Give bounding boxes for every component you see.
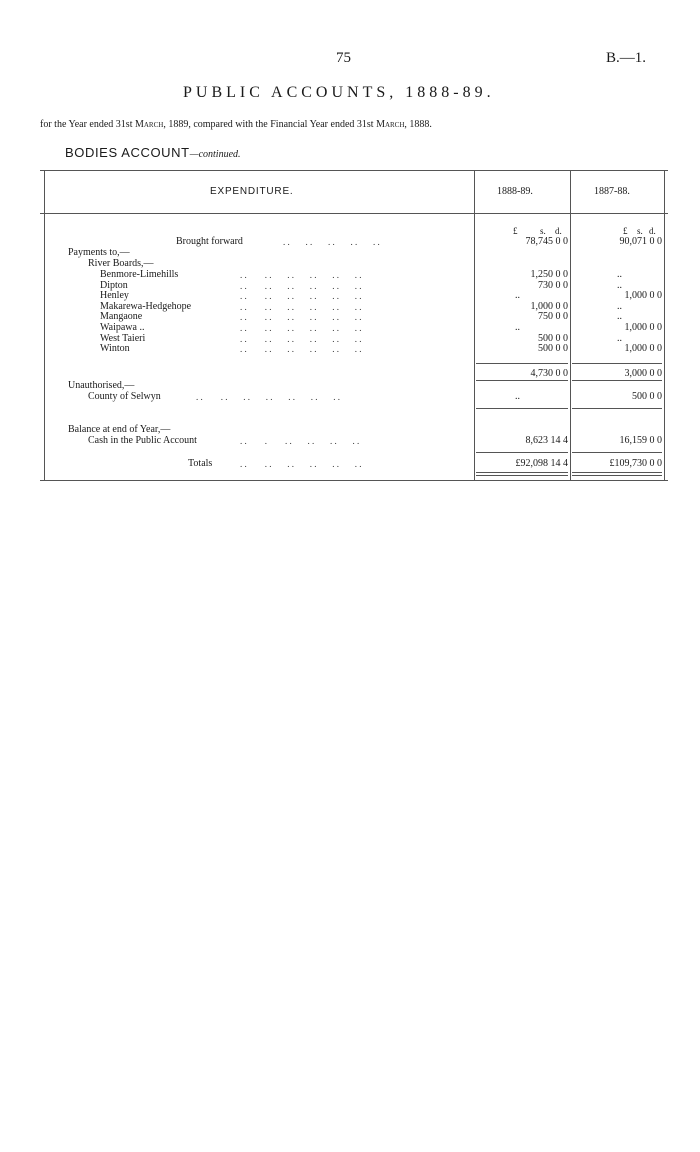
unit-pence-2: d. — [649, 226, 656, 236]
row-label: Dipton — [100, 279, 128, 291]
amount-1888-89: 8,623 14 4 — [525, 435, 568, 446]
leader-dots: . . . . . . . . . . . . — [240, 459, 362, 469]
unauthorised-heading: Unauthorised,— — [68, 380, 135, 391]
subtitle-month-2: March — [376, 119, 405, 130]
amount-1888-89: 730 0 0 — [538, 279, 568, 291]
section-title — [65, 145, 241, 160]
subtotal-rule-2 — [572, 363, 662, 364]
right-border — [664, 170, 665, 480]
page-number: 75 — [336, 50, 351, 66]
leader-dots: . . . . . . . . . . . . — [240, 270, 362, 280]
row-label: Winton — [100, 343, 130, 355]
document-reference: B.—1. — [606, 50, 647, 66]
leader-dots: . . . . . . . . . . . . . . — [196, 392, 340, 402]
header-rule — [40, 213, 668, 214]
leader-dots: . . . . . . . . . . . . — [240, 301, 362, 312]
amount-1887-88: 1,000 0 0 — [624, 322, 662, 333]
leader-dots: . . . . . . . . . . . . — [240, 323, 362, 333]
total-1888-89: £92,098 14 4 — [515, 458, 568, 469]
amount-1888-89: 1,000 0 0 — [530, 300, 568, 312]
amount-1887-88: 16,159 0 0 — [619, 435, 662, 446]
row-label: County of Selwyn — [88, 391, 161, 402]
totals-label: Totals — [188, 458, 213, 469]
row-label: Brought forward — [176, 236, 243, 247]
subtitle-part-c: , 1888. — [404, 119, 432, 130]
payments-heading: Payments to,— — [68, 247, 130, 258]
total-1887-88: £109,730 0 0 — [609, 458, 662, 469]
subtitle — [40, 119, 432, 130]
leader-dots: . . . . . . . . . . . . — [240, 291, 362, 302]
river-boards-heading: River Boards,— — [88, 258, 154, 269]
double-rule-1b — [476, 475, 568, 476]
amount-1887-88: 1,000 0 0 — [624, 290, 662, 302]
amount-1887-88: 500 0 0 — [632, 391, 662, 402]
amount-1887-88: .. — [617, 300, 622, 312]
subtitle-part-a: for the Year ended 31st — [40, 119, 135, 130]
subtotal-rule-1 — [476, 363, 568, 364]
leader-dots: . . . . . . . . . . . . — [240, 312, 362, 323]
unit-shillings-2: s. — [637, 226, 643, 236]
row-label: Makarewa-Hedgehope — [100, 300, 192, 312]
section-title-main: BODIES ACCOUNT — [65, 145, 190, 160]
leader-dots: . . . . . . . . . . . . — [240, 333, 362, 344]
balance-heading: Balance at end of Year,— — [68, 424, 171, 435]
subtotal-rule-3 — [476, 380, 568, 381]
amount-1888-89: 78,745 0 0 — [525, 236, 568, 247]
column-divider-1 — [474, 170, 475, 480]
amount-1888-89: 500 0 0 — [538, 343, 568, 355]
leader-dots: . . . . . . . . . . . . — [240, 344, 362, 355]
table-bottom-rule — [40, 480, 668, 481]
amount-1887-88: .. — [617, 332, 622, 344]
page-title: PUBLIC ACCOUNTS, 1888-89. — [183, 84, 495, 101]
leader-dots: . . . . . . . . . . . — [240, 436, 360, 446]
balance-rule-1 — [476, 408, 568, 409]
column-header-expenditure: EXPENDITURE. — [210, 186, 294, 197]
amount-1888-89: .. — [515, 322, 520, 333]
column-header-1887-88: 1887-88. — [594, 186, 630, 197]
subtotal-rule-4 — [572, 380, 662, 381]
amount-1887-88: .. — [617, 311, 622, 323]
left-border — [44, 170, 45, 480]
unit-pounds-2: £ — [623, 226, 628, 236]
amount-1888-89: 1,250 0 0 — [530, 269, 568, 280]
row-label: West Taieri — [100, 332, 146, 344]
subtitle-month-1: March — [134, 119, 164, 130]
amount-1887-88: 90,071 0 0 — [619, 236, 662, 247]
amount-1888-89: 750 0 0 — [538, 311, 568, 323]
amount-1888-89: .. — [515, 290, 520, 302]
amount-1887-88: 1,000 0 0 — [624, 343, 662, 355]
amount-1887-88: .. — [617, 269, 622, 280]
column-header-1888-89: 1888-89. — [497, 186, 533, 197]
leader-dots: . . . . . . . . . . — [283, 237, 380, 247]
double-rule-2b — [572, 475, 662, 476]
double-rule-1a — [476, 472, 568, 473]
amount-1888-89: 500 0 0 — [538, 332, 568, 344]
column-divider-2 — [570, 170, 571, 480]
row-label: Waipawa .. — [100, 322, 145, 333]
unit-shillings-1: s. — [540, 226, 546, 236]
subtotal-1887-88: 3,000 0 0 — [624, 368, 662, 379]
amount-1887-88: .. — [617, 279, 622, 291]
leader-dots: . . . . . . . . . . . . — [240, 280, 362, 291]
table-top-rule — [40, 170, 668, 171]
row-label: Henley — [100, 290, 129, 302]
subtitle-part-b: , 1889, compared with the Financial Year ended 31st — [163, 119, 377, 130]
unit-pounds-1: £ — [513, 226, 518, 236]
double-rule-2a — [572, 472, 662, 473]
amount-1888-89: .. — [515, 391, 520, 402]
row-label: Mangaone — [100, 311, 143, 323]
unit-pence-1: d. — [555, 226, 562, 236]
subtotal-1888-89: 4,730 0 0 — [530, 368, 568, 379]
section-title-continued: —continued. — [189, 149, 241, 160]
totals-rule-1 — [476, 452, 568, 453]
row-label: Cash in the Public Account — [88, 435, 197, 446]
balance-rule-2 — [572, 408, 662, 409]
row-label: Benmore-Limehills — [100, 269, 179, 280]
totals-rule-2 — [572, 452, 662, 453]
